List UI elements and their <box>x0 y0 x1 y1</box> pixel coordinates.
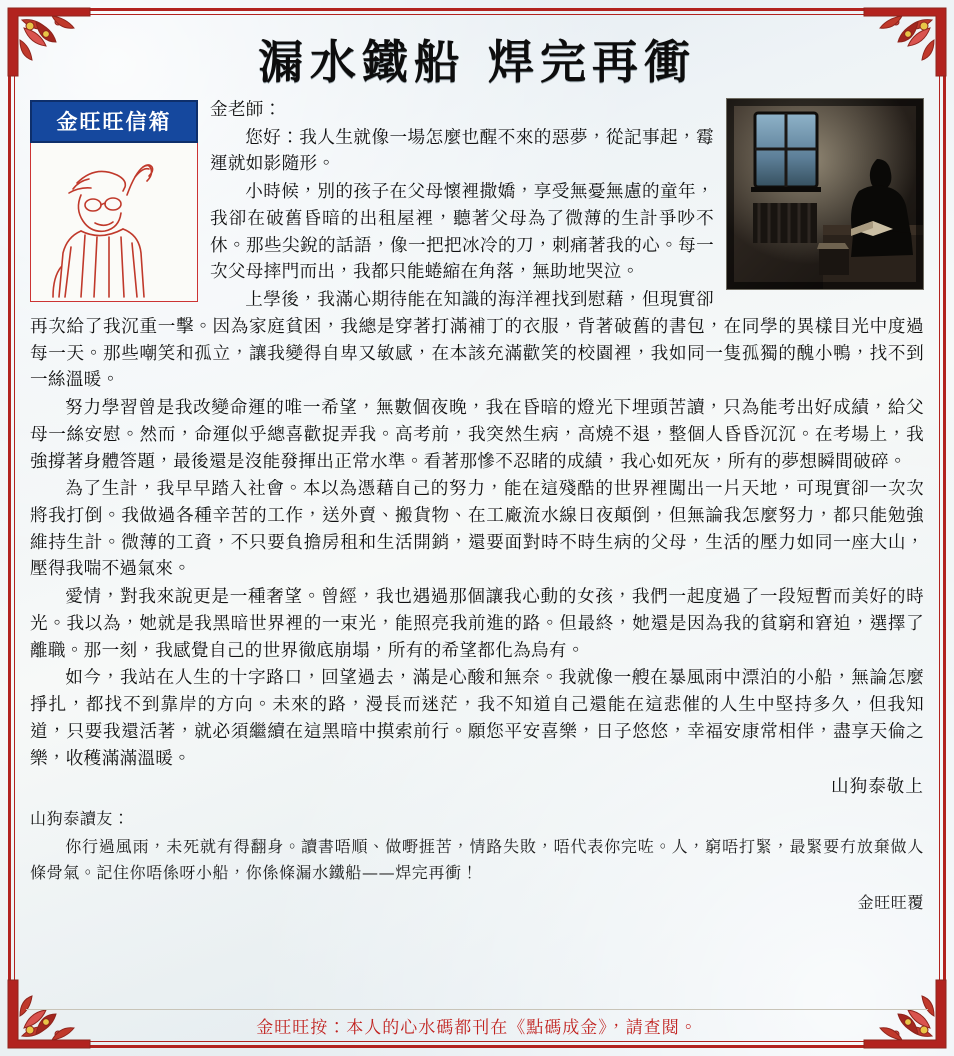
letter-paragraph-4: 努力學習曾是我改變命運的唯一希望，無數個夜晚，我在昏暗的燈光下埋頭苦讀，只為能考出好成績，給父母一絲安慰。然而，命運似乎總喜歡捉弄我。高考前，我突然生病，高燒不退，整個人昏昏沉沉。在考場上，我強撐著身體答題，最後還是沒能發揮出正常水準。看著那慘不忍睹的成績，我心如死灰，所有的夢想瞬間破碎。 <box>30 397 924 471</box>
column-badge <box>30 100 198 302</box>
reply-text: 你行過風雨，未死就有得翻身。讀書唔順、做嘢捱苦，情路失敗，唔代表你完咗。人，窮唔打緊，最緊要冇放棄做人條骨氣。記住你唔係呀小船，你係條漏水鐵船——焊完再衝！ <box>30 837 924 882</box>
reply-block <box>30 806 924 916</box>
letter-paragraph-5: 為了生計，我早早踏入社會。本以為憑藉自己的努力，能在這殘酷的世界裡闖出一片天地，可現實卻一次次將我打倒。我做過各種辛苦的工作，送外賣、搬貨物、在工廠流水線日夜顛倒，但無論我怎麼努力，都只能勉強維持生計。微薄的工資，不只要負擔房租和生活開銷，還要面對時不時生病的父母，生活的壓力如同一座大山，壓得我喘不過氣來。 <box>30 478 924 579</box>
letter-paragraph-3: 上學後，我滿心期待能在知識的海洋裡找到慰藉，但現實卻再次給了我沉重一擊。因為家庭貧困，我總是穿著打滿補丁的衣服，背著破舊的書包，在同學的異樣目光中度過每一天。那些嘲笑和孤立，讓我變得自卑又敏感，在本該充滿歡笑的校園裡，我如同一隻孤獨的醜小鴨，找不到一絲溫暖。 <box>30 289 924 390</box>
letter-paragraph-2: 小時候，別的孩子在父母懷裡撒嬌，享受無憂無慮的童年，我卻在破舊昏暗的出租屋裡，聽著父母為了微薄的生計爭吵不休。那些尖銳的話語，像一把把冰冷的刀，刺痛著我的心。每一次父母摔門而出，我都只能蜷縮在角落，無助地哭泣。 <box>210 181 714 282</box>
footer-note: 金旺旺按：本人的心水碼都刊在《點碼成金》，請查閱。 <box>256 1018 698 1038</box>
article-content <box>30 96 924 996</box>
letter-salutation: 金老師： <box>210 99 282 119</box>
column-badge-title: 金旺旺信箱 <box>30 100 198 143</box>
man-sitting-by-window-dark-room-photo <box>726 98 924 290</box>
letter-paragraph-6: 愛情，對我來說更是一種奢望。曾經，我也遇過那個讓我心動的女孩，我們一起度過了一段短暫而美好的時光。我以為，她就是我黑暗世界裡的一束光，能照亮我前進的路。但最終，她還是因為我的貧窮和窘迫，選擇了離職。那一刻，我感覺自己的世界徹底崩塌，所有的希望都化為烏有。 <box>30 586 924 660</box>
letter-paragraph-1: 您好：我人生就像一場怎麼也醒不來的惡夢，從記事起，霉運就如影隨形。 <box>210 126 714 174</box>
letter-paragraph-7: 如今，我站在人生的十字路口，回望過去，滿是心酸和無奈。我就像一艘在暴風雨中漂泊的小船，無論怎麼掙扎，都找不到靠岸的方向。未來的路，漫長而迷茫，我不知道自己還能在這悲催的人生中堅持多久，但我知道，只要我還活著，就必須繼續在這黑暗中摸索前行。願您平安喜樂，日子悠悠，幸福安康常相伴，盡享天倫之樂，收穫滿滿溫暖。 <box>30 667 924 768</box>
letter-signature: 山狗泰敬上 <box>831 776 924 797</box>
reply-signature: 金旺旺覆 <box>857 892 924 912</box>
man-raising-hand-illustration <box>30 143 198 302</box>
reply-salutation: 山狗泰讀友： <box>30 809 130 829</box>
page-headline: 漏水鐵船 焊完再衝 <box>257 35 696 89</box>
footer-divider <box>26 1009 928 1010</box>
